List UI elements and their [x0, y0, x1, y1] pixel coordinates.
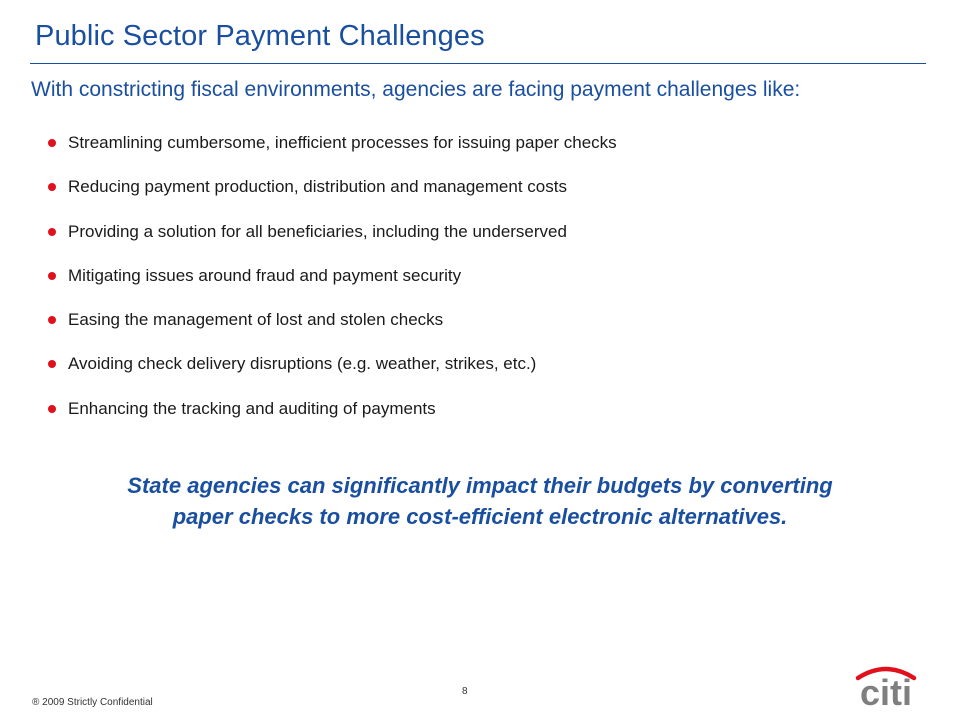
bullet-dot-icon [48, 139, 56, 147]
list-item-text: Easing the management of lost and stolen checks [68, 310, 444, 330]
slide-subtitle: With constricting fiscal environments, agencies are facing payment challenges like: [31, 78, 801, 101]
bullet-dot-icon [48, 228, 56, 236]
list-item [48, 219, 617, 263]
list-item-text: Reducing payment production, distribution and management costs [68, 177, 567, 197]
list-item-text: Enhancing the tracking and auditing of payments [68, 398, 436, 418]
challenge-list [48, 130, 617, 440]
bullet-dot-icon [48, 405, 56, 413]
page-number: 8 [462, 686, 468, 697]
bullet-dot-icon [48, 272, 56, 280]
slide-title: Public Sector Payment Challenges [35, 20, 485, 52]
list-item [48, 130, 617, 174]
list-item [48, 263, 617, 307]
key-message [60, 470, 900, 532]
list-item [48, 396, 617, 440]
list-item [48, 307, 617, 351]
copyright-notice: ® 2009 Strictly Confidential [32, 697, 153, 708]
bullet-dot-icon [48, 183, 56, 191]
bullet-dot-icon [48, 316, 56, 324]
list-item-text: Avoiding check delivery disruptions (e.g. weather, strikes, etc.) [68, 354, 537, 374]
bullet-dot-icon [48, 360, 56, 368]
citi-logo-icon [846, 658, 926, 708]
list-item [48, 351, 617, 395]
list-item-text: Streamlining cumbersome, inefficient processes for issuing paper checks [68, 133, 617, 152]
list-item-text: Providing a solution for all beneficiaries, including the underserved [68, 221, 567, 241]
key-message-line: State agencies can significantly impact their budgets by converting [127, 473, 833, 498]
logo-text: citi [859, 672, 913, 708]
list-item [48, 174, 617, 218]
key-message-line: paper checks to more cost-efficient electronic alternatives. [172, 504, 788, 529]
title-divider [30, 63, 926, 64]
list-item-text: Mitigating issues around fraud and payment security [68, 265, 462, 285]
